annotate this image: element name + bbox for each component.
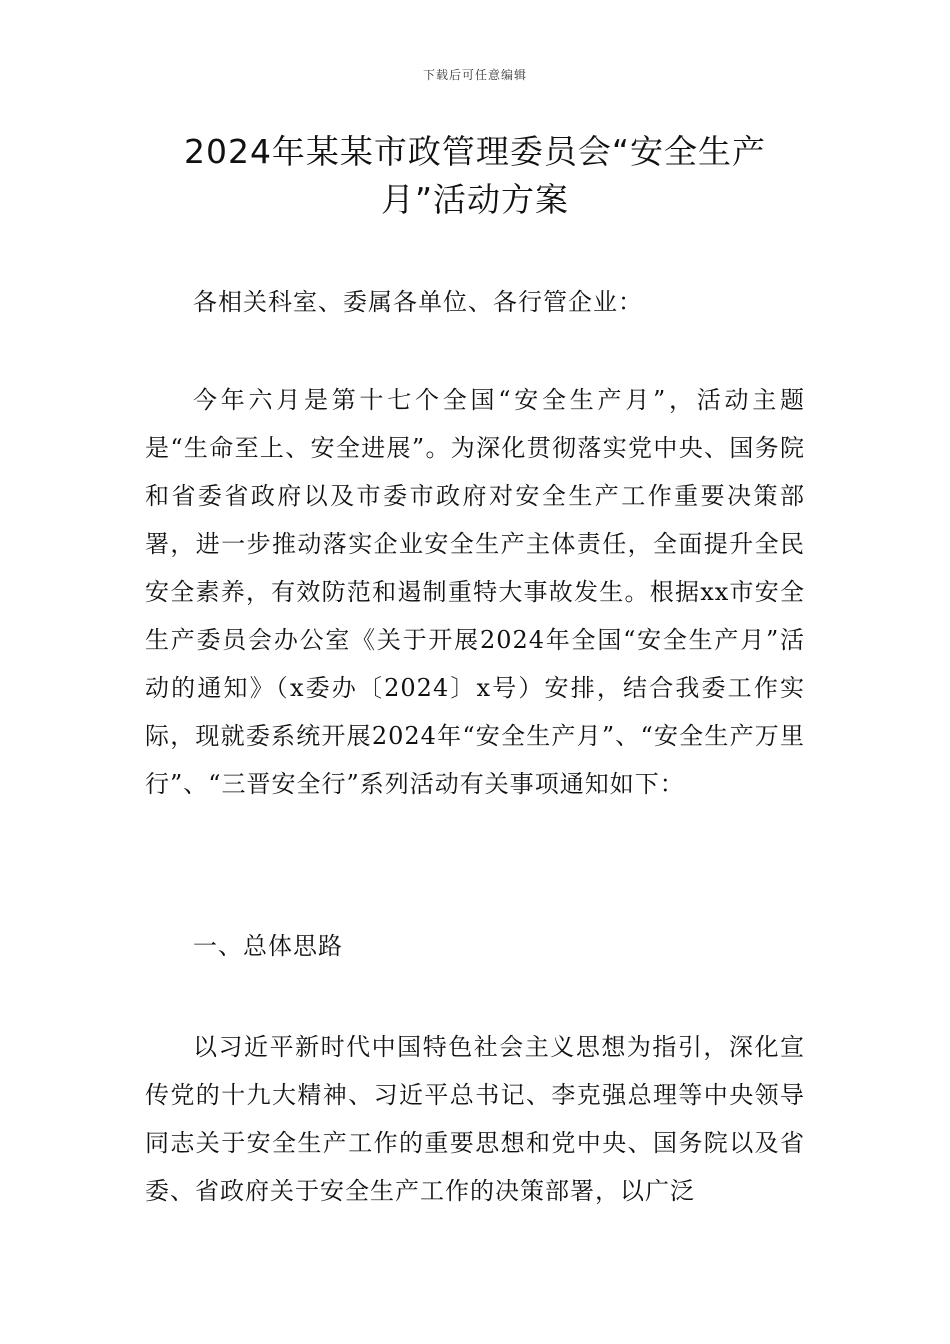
section-heading-1: 一、总体思路 bbox=[193, 932, 343, 960]
header-note: 下载后可任意编辑 bbox=[422, 68, 527, 82]
section-1-paragraph: 以习近平新时代中国特色社会主义思想为指引，深化宣传党的十九大精神、习近平总书记、李克强总理等中央领导同志关于安全生产工作的重要思想和党中央、国务院以及省委、省政府关于安全生产工作的决策部署，以广泛 bbox=[145, 1033, 805, 1205]
salutation: 各相关科室、委属各单位、各行管企业： bbox=[193, 288, 643, 316]
document-title: 2024年某某市政管理委员会“安全生产月”活动方案 bbox=[183, 132, 767, 219]
intro-paragraph: 今年六月是第十七个全国“安全生产月”，活动主题是“生命至上、安全进展”。为深化贯彻落实党中央、国务院和省委省政府以及市委市政府对安全生产工作重要决策部署，进一步推动落实企业安全生产主体责任，全面提升全民安全素养，有效防范和遏制重特大事故发生。根据xx市安全生产委员会办公室《关于开展2024年全国“安全生产月”活动的通知》（x委办〔2024〕x号）安排，结合我委工作实际，现就委系统开展2024年“安全生产月”、“安全生产万里行”、“三晋安全行”系列活动有关事项通知如下： bbox=[145, 386, 805, 798]
